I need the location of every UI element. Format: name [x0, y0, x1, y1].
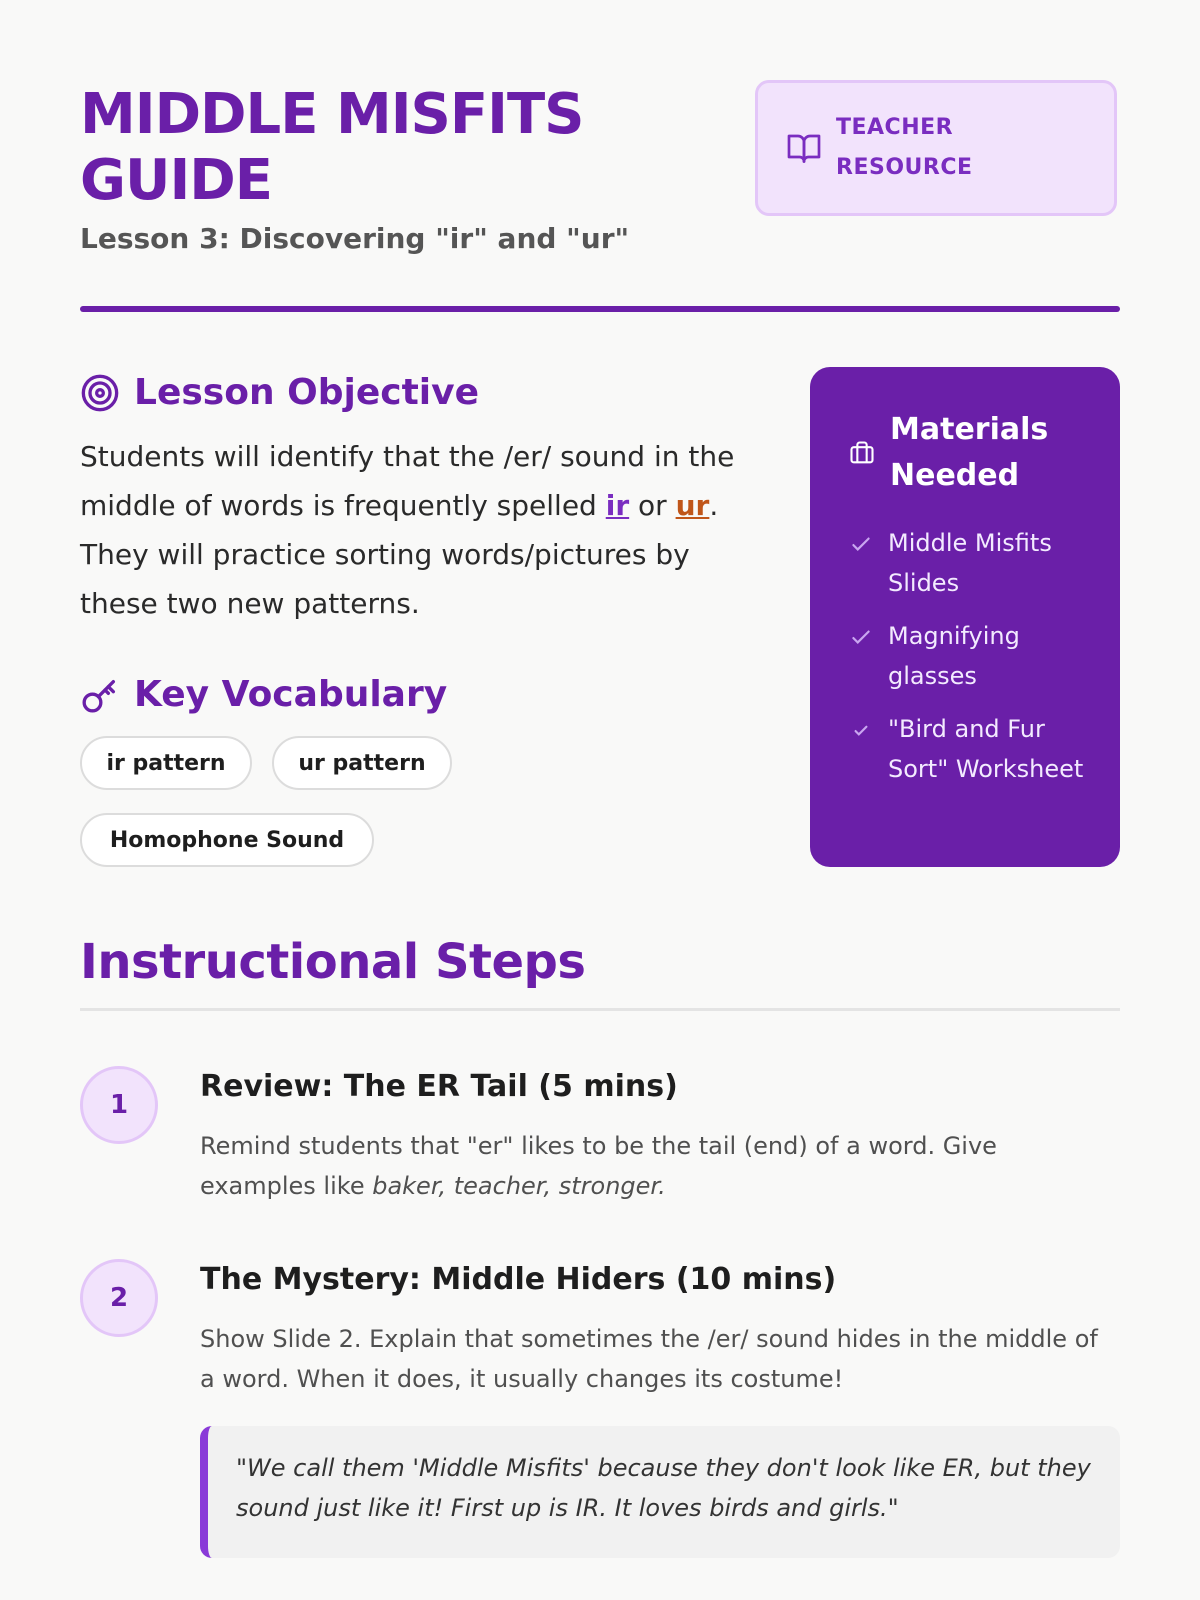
step-body-text: Remind students that "er" likes to be the tail (end) of a word. Give examples like [200, 1132, 997, 1200]
objective-text [80, 432, 760, 628]
vocab-pill-ur-pattern: ur pattern [272, 736, 452, 790]
materials-item [848, 523, 1088, 603]
briefcase-icon [848, 439, 876, 467]
teacher-script-quote: "We call them 'Middle Misfits' because they don't look like ER, but they sound just like it! First up is IR. It loves birds and girls." [200, 1426, 1120, 1558]
target-icon [80, 373, 120, 413]
step-number-badge: 2 [80, 1259, 158, 1337]
vocab-pill-ir-pattern: ir pattern [80, 736, 252, 790]
step-number-badge: 1 [80, 1066, 158, 1144]
page-title: MIDDLE MISFITS GUIDE [80, 82, 584, 213]
materials-item [848, 709, 1088, 789]
materials-item-label: Magnifying glasses [888, 622, 1020, 690]
steps-heading: Instructional Steps [80, 934, 586, 990]
materials-item-label: "Bird and Fur Sort" Worksheet [888, 715, 1084, 783]
step-examples: baker, teacher, stronger. [372, 1172, 666, 1200]
lesson-subtitle: Lesson 3: Discovering "ir" and "ur" [80, 222, 630, 255]
materials-heading [848, 407, 1070, 499]
ur-highlight: ur [675, 489, 710, 522]
badge-label: TEACHER RESOURCE [836, 115, 973, 180]
vocab-pill-homophone-sound: Homophone Sound [80, 813, 374, 867]
step-body [200, 1126, 1120, 1206]
steps-divider [80, 1008, 1120, 1011]
open-book-icon [786, 130, 822, 166]
step-body: Show Slide 2. Explain that sometimes the /er/ sound hides in the middle of a word. When it does, it usually changes its costume! [200, 1325, 1098, 1393]
vocabulary-heading [80, 674, 447, 715]
check-icon [848, 624, 874, 650]
materials-item [848, 616, 1088, 696]
objective-text-part: or [629, 489, 676, 522]
objective-text-part: . They will practice sorting words/pictures by these two new patterns. [80, 489, 719, 620]
materials-item-label: Middle Misfits Slides [888, 529, 1052, 597]
objective-heading-label: Lesson Objective [134, 372, 480, 413]
objective-text-part: Students will identify that the /er/ sound in the middle of words is frequently spelled [80, 440, 735, 522]
materials-list [848, 523, 1088, 802]
key-icon [80, 675, 120, 715]
header-divider [80, 306, 1120, 312]
objective-heading [80, 372, 479, 413]
materials-card [810, 367, 1120, 867]
step-title: Review: The ER Tail (5 mins) [200, 1069, 678, 1104]
ir-highlight: ir [605, 489, 630, 522]
materials-title: Materials Needed [890, 412, 1049, 493]
vocabulary-heading-label: Key Vocabulary [134, 674, 448, 715]
check-icon [848, 717, 874, 743]
check-icon [848, 531, 874, 557]
step-title: The Mystery: Middle Hiders (10 mins) [200, 1262, 837, 1297]
lesson-page [80, 0, 1120, 1600]
teacher-resource-badge [755, 80, 1117, 216]
